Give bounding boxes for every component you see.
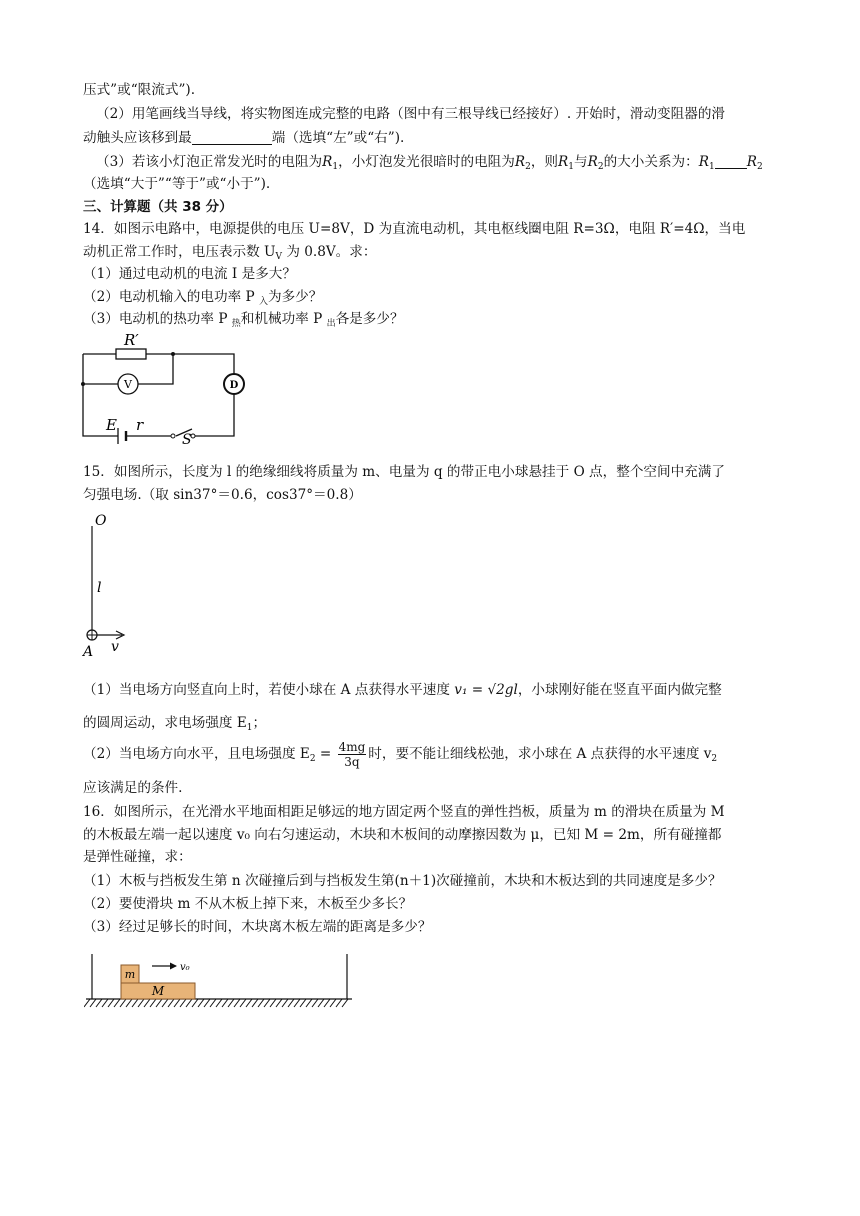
q15-part2-cont: 应该满足的条件. <box>83 780 183 796</box>
q15-pendulum-diagram <box>80 510 140 660</box>
svg-text:D: D <box>229 380 239 391</box>
answer-blank <box>192 130 272 145</box>
q16-stem-cont2: 是弹性碰撞，求： <box>83 849 192 865</box>
label-l: l <box>97 580 102 596</box>
q14-circuit-diagram <box>78 332 248 444</box>
label-v: v <box>111 639 119 655</box>
label-v0: v₀ <box>180 962 190 973</box>
q14-part3: （3）电动机的热功率 P $_热$和机械功率 P $_出$各是多少？ <box>83 311 404 329</box>
q13-part2: （2）用笔画线当导线，将实物图连成完整的电路（图中有三根导线已经接好）. 开始时，滑动变阻器的滑 <box>96 106 726 122</box>
q16-part2: （2）要使滑块 m 不从木板上掉下来，木板至少多长？ <box>83 896 413 912</box>
label-R: R′ <box>124 332 139 349</box>
q16-board-diagram <box>84 950 354 1012</box>
q13-line1: 压式”或“限流式”). <box>83 82 196 98</box>
fraction-E2: $\frac{4mg}{3q}$ <box>338 740 366 769</box>
label-r: r <box>136 416 144 434</box>
q16-part1: （1）木板与挡板发生第 n 次碰撞后到与挡板发生第(n＋1)次碰撞前，木块和木板达到的共同速度是多少？ <box>83 873 722 889</box>
voltmeter <box>118 374 138 394</box>
label-S: S <box>182 432 192 444</box>
label-O: O <box>95 513 107 529</box>
answer-blank <box>715 154 747 169</box>
q15-part2: （2）当电场方向水平，且电场强度 $E_2$ = $\frac{4mg}{3q}$ 时，要不能让细线松弛，求小球在 A 点获得的水平速度 $v_2$ <box>83 740 718 769</box>
label-m: m <box>124 968 136 981</box>
label-E: E <box>106 416 117 434</box>
q16-stem: 16．如图所示，在光滑水平地面相距足够远的地方固定两个竖直的弹性挡板，质量为 m 的滑块在质量为 M <box>83 804 725 820</box>
label-M: M <box>151 984 165 998</box>
label-A: A <box>83 644 94 660</box>
q14-stem: 14．如图示电路中，电源提供的电压 U=8V，D 为直流电动机，其电枢线圈电阻 R=3Ω，电阻 R′=4Ω，当电 <box>83 221 746 237</box>
section-heading: 三、计算题（共 38 分） <box>83 199 233 215</box>
q14-stem-cont: 动机正常工作时，电压表示数 $U_V$ 为 0.8V。求： <box>83 244 377 262</box>
q16-part3: （3）经过足够长的时间，木块离木板左端的距离是多少？ <box>83 919 432 935</box>
q15-part1: （1）当电场方向竖直向上时，若使小球在 A 点获得水平速度 v₁ = √2gl，小球刚好能在竖直平面内做完整 <box>83 682 722 698</box>
q13-part2-cont: 动触头应该移到最 端（选填“左”或“右”). <box>83 130 405 146</box>
q16-stem-cont: 的木板最左端一起以速度 v₀ 向右匀速运动，木块和木板间的动摩擦因数为 μ，已知 M = 2m，所有碰撞都 <box>83 827 722 843</box>
q15-stem: 15．如图所示，长度为 l 的绝缘细线将质量为 m、电量为 q 的带正电小球悬挂于 O 点，整个空间中充满了 <box>83 464 725 480</box>
q14-part1: （1）通过电动机的电流 I 是多大？ <box>83 266 296 282</box>
q15-part1-cont: 的圆周运动，求电场强度 $E_1$； <box>83 715 267 733</box>
q14-part2: （2）电动机输入的电功率 P $_入$为多少？ <box>83 289 323 307</box>
charged-ball <box>87 630 97 640</box>
motor <box>224 374 244 394</box>
q13-part3: （3）若该小灯泡正常发光时的电阻为$R_1$，小灯泡发光很暗时的电阻为$R_2$，则$R_1$与$R_2$的大小关系为：$R_1$ $R_2$ <box>96 154 763 172</box>
q15-stem-cont: 匀强电场.（取 sin37°＝0.6，cos37°＝0.8） <box>83 487 362 503</box>
q13-part3-cont: （选填“大于”“等于”或“小于”). <box>83 176 271 192</box>
svg-text:V: V <box>124 378 132 391</box>
